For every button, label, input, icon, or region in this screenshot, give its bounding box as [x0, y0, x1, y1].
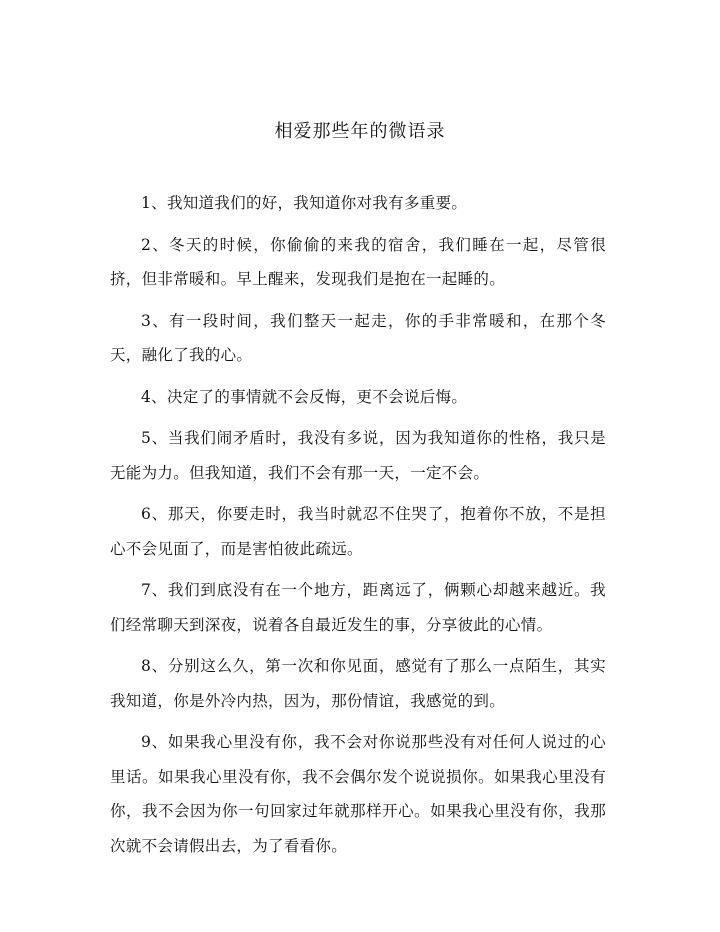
paragraph-1: 1、我知道我们的好，我知道你对我有多重要。 [141, 194, 468, 212]
paragraph-2: 2、冬天的时候，你偷偷的来我的宿舍，我们睡在一起，尽管很挤，但非常暖和。早上醒来，发现我们是抱在一起睡的。 [110, 235, 606, 288]
paragraph-7: 7、我们到底没有在一个地方，距离远了，俩颗心却越来越近。我们经常聊天到深夜，说着各自最近发生的事，分享彼此的心情。 [110, 581, 606, 634]
document-title: 相爱那些年的微语录 [274, 121, 446, 142]
paragraph-4: 4、决定了的事情就不会反悔，更不会说后悔。 [141, 387, 468, 406]
paragraph-8: 8、分别这么久，第一次和你见面，感觉有了那么一点陌生，其实我知道，你是外冷内热，因为，那份情谊，我感觉的到。 [110, 657, 606, 710]
paragraph-3: 3、有一段时间，我们整天一起走，你的手非常暖和，在那个冬天，融化了我的心。 [110, 311, 606, 364]
paragraph-9: 9、如果我心里没有你，我不会对你说那些没有对任何人说过的心里话。如果我心里没有你，我不会偶尔发个说说损你。如果我心里没有你，我不会因为你一句回家过年就那样开心。如果我心里没有你，我那次就不会请假出去，为了看看你。 [110, 733, 606, 855]
document-body [110, 186, 606, 870]
paragraph-6: 6、那天，你要走时，我当时就忍不住哭了，抱着你不放，不是担心不会见面了，而是害怕彼此疏远。 [110, 505, 606, 558]
paragraph-5: 5、当我们闹矛盾时，我没有多说，因为我知道你的性格，我只是无能为力。但我知道，我们不会有那一天，一定不会。 [110, 429, 606, 482]
